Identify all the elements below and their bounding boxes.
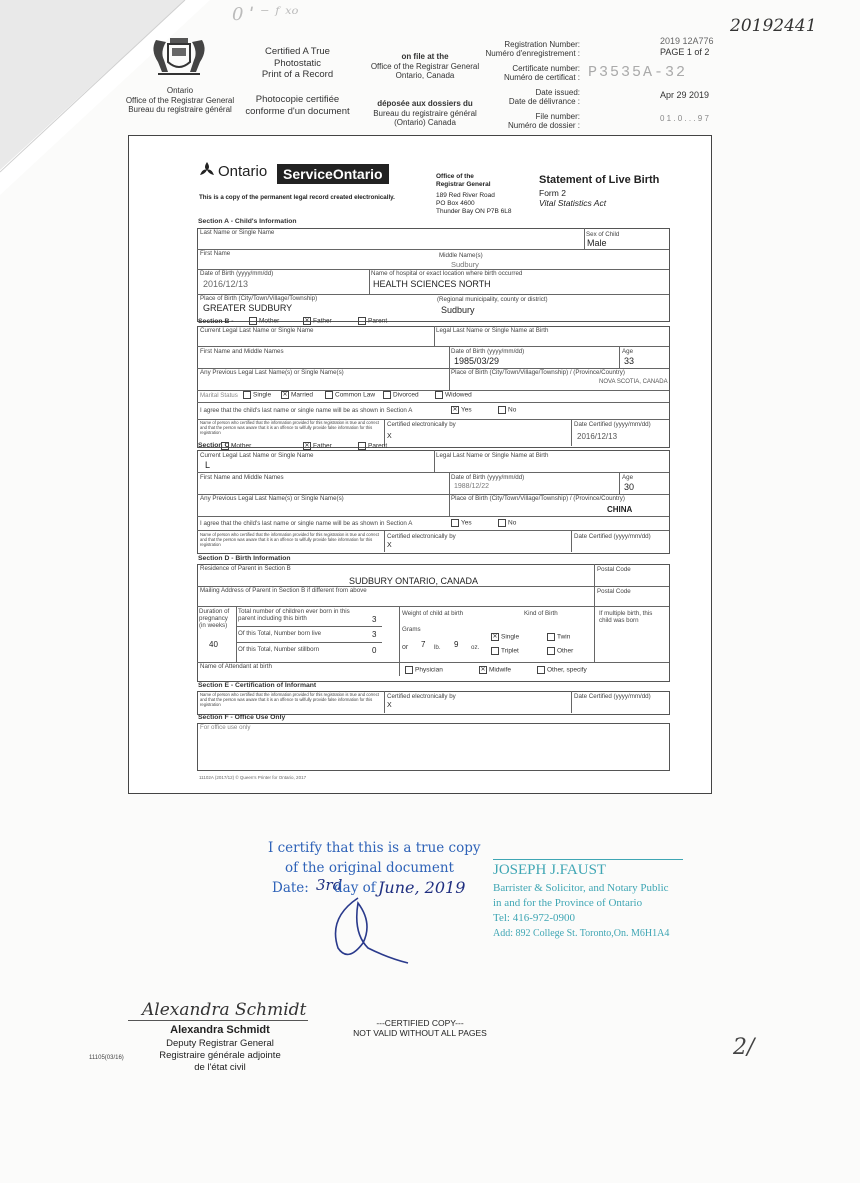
registrar-title-en: Deputy Registrar General bbox=[166, 1038, 274, 1049]
secb-age-value: 33 bbox=[624, 356, 635, 366]
divider bbox=[236, 626, 382, 627]
date-issued-label bbox=[470, 88, 580, 106]
divider bbox=[449, 472, 450, 516]
secb-cert-value: X bbox=[387, 433, 392, 440]
secb-pob-label: Place of Birth (City/Town/Village/Township) / (Province/Country) bbox=[451, 369, 625, 376]
secc-parent-label: Parent bbox=[368, 442, 388, 450]
secc-age-label: Age bbox=[622, 474, 634, 481]
certified-en-1: Certified A True bbox=[265, 46, 330, 57]
copy-note: This is a copy of the permanent legal record created electronically. bbox=[199, 194, 395, 201]
secb-date-cert-value: 2016/12/13 bbox=[577, 432, 618, 441]
corner-handwriting: 20192441 bbox=[730, 16, 817, 36]
section-f-box bbox=[197, 723, 670, 771]
marital-label: Marital Status bbox=[200, 392, 238, 399]
stillborn-label: Of this Total, Number stillborn bbox=[238, 646, 320, 653]
grams-label: Grams bbox=[402, 626, 421, 633]
secb-first-middle-label: First Name and Middle Names bbox=[200, 348, 284, 355]
section-f-title: Section F - Office Use Only bbox=[198, 714, 286, 721]
secb-birth-last-label: Legal Last Name or Single Name at Birth bbox=[436, 327, 549, 334]
marital-married-checkbox[interactable]: ✕ Married bbox=[282, 391, 314, 399]
sece-declaration: Name of person who certified that the information provided for this registration is true and correct and that the person was aware that it is an offence to wilfully provide false information for this registration bbox=[200, 692, 379, 707]
marital-widowed-checkbox[interactable] bbox=[435, 391, 472, 399]
secc-cert-value: X bbox=[387, 542, 392, 549]
divider bbox=[197, 516, 669, 517]
multiple-birth-label: If multiple birth, this child was born bbox=[599, 610, 653, 624]
kind-triplet-label: Triplet bbox=[501, 647, 519, 655]
office-use-note: For office use only bbox=[200, 724, 251, 731]
divider bbox=[434, 326, 435, 346]
marital-common-label: Common Law bbox=[335, 391, 376, 399]
mailing-label: Mailing Address of Parent in Section B if different from above bbox=[200, 587, 367, 594]
divider bbox=[197, 472, 669, 473]
ontario-crest-icon bbox=[148, 30, 210, 82]
secc-cur-last-value: L bbox=[205, 460, 211, 470]
divider bbox=[197, 249, 669, 250]
attendant-physician-label: Physician bbox=[415, 666, 443, 674]
address-line-1: 189 Red River Road bbox=[436, 192, 495, 199]
total-children-label: Total number of children ever born in this parent including this birth bbox=[238, 608, 350, 622]
sece-cert-value: X bbox=[387, 702, 392, 709]
reg-number-label bbox=[470, 40, 580, 58]
secb-dob-label: Date of Birth (yyyy/mm/dd) bbox=[451, 348, 525, 355]
kind-single-label: Single bbox=[501, 633, 520, 641]
first-name-label: First Name bbox=[200, 250, 231, 257]
secb-father-label: Father bbox=[313, 317, 332, 325]
secc-mother-label: Mother bbox=[231, 442, 252, 450]
secc-date-cert-label: Date Certified (yyyy/mm/dd) bbox=[574, 533, 651, 540]
stillborn-value: 0 bbox=[372, 646, 377, 655]
or-label: or bbox=[402, 644, 409, 651]
secb-cert-label: Certified electronically by bbox=[387, 421, 456, 428]
secb-agree-yes-checkbox[interactable]: ✕ Yes bbox=[452, 406, 472, 414]
section-e-title: Section E - Certification of Informant bbox=[198, 682, 317, 689]
address-line-3: Thunder Bay ON P7B 6L8 bbox=[436, 208, 512, 215]
secb-parent-checkbox[interactable] bbox=[358, 317, 387, 325]
kind-other-label: Other bbox=[557, 647, 574, 655]
secc-pob-label: Place of Birth (City/Town/Village/Township) / (Province/Country) bbox=[451, 495, 625, 502]
trillium-icon bbox=[197, 160, 217, 180]
notary-rule bbox=[493, 859, 683, 860]
divider bbox=[236, 642, 382, 643]
secc-yes-label: Yes bbox=[461, 519, 472, 527]
divider bbox=[571, 691, 572, 713]
divider bbox=[384, 691, 385, 713]
divider bbox=[434, 450, 435, 472]
registrar-title-fr: Registraire générale adjointe bbox=[159, 1050, 281, 1061]
section-c-title: Section C - bbox=[198, 442, 234, 449]
certified-en-block bbox=[235, 46, 360, 81]
file-number-label-fr: Numéro de dossier : bbox=[507, 121, 580, 130]
postal-label: Postal Code bbox=[597, 566, 631, 573]
pob-value: GREATER SUDBURY bbox=[203, 303, 293, 313]
address-block bbox=[436, 192, 512, 216]
marital-married-label: Married bbox=[291, 391, 314, 399]
file-number: 0 1 . 0 . . . 9 7 bbox=[660, 114, 709, 123]
secc-dob-label: Date of Birth (yyyy/mm/dd) bbox=[451, 474, 525, 481]
marital-single-checkbox[interactable] bbox=[243, 391, 271, 399]
handwritten-scribble: 0 ˈ ⁻ ᶠ ˣᵒ bbox=[232, 4, 299, 25]
certified-fr-block bbox=[235, 94, 360, 117]
notary-name: JOSEPH J.FAUST bbox=[493, 862, 607, 878]
not-valid-label: NOT VALID WITHOUT ALL PAGES bbox=[353, 1028, 487, 1038]
kind-twin-label: Twin bbox=[557, 633, 571, 641]
onfile-en-block bbox=[365, 52, 485, 81]
onfile-fr-3: (Ontario) Canada bbox=[394, 118, 456, 127]
kind-other-checkbox[interactable] bbox=[547, 647, 573, 655]
certify-date-label: Date: bbox=[272, 880, 309, 896]
weight-label: Weight of child at birth bbox=[402, 610, 464, 617]
divider bbox=[197, 346, 669, 347]
secb-parent-label: Parent bbox=[368, 317, 388, 325]
ontario-brand: Ontario bbox=[218, 163, 268, 180]
kind-triplet-checkbox[interactable] bbox=[491, 647, 519, 655]
attendant-label: Name of Attendant at birth bbox=[200, 663, 272, 670]
secc-birth-last-label: Legal Last Name or Single Name at Birth bbox=[436, 452, 549, 459]
secb-dob-value: 1985/03/29 bbox=[454, 356, 500, 366]
divider bbox=[197, 402, 669, 403]
office-fr: Bureau du registraire général bbox=[128, 105, 232, 114]
divider bbox=[584, 228, 585, 249]
marital-divorced-checkbox[interactable] bbox=[383, 391, 419, 399]
duration-label: Duration of pregnancy (in weeks) bbox=[199, 608, 230, 629]
notary-address: Add: 892 College St. Toronto,On. M6H1A4 bbox=[493, 928, 670, 939]
residence-value: SUDBURY ONTARIO, CANADA bbox=[349, 576, 479, 586]
secc-agree-no-checkbox[interactable] bbox=[498, 519, 516, 527]
oz-label: oz. bbox=[471, 644, 480, 651]
sex-label: Sex of Child bbox=[586, 231, 620, 238]
page-indicator: PAGE 1 of 2 bbox=[660, 47, 710, 57]
sex-value: Male bbox=[587, 238, 607, 248]
marital-divorced-label: Divorced bbox=[393, 391, 419, 399]
section-a-title: Section A - Child's Information bbox=[198, 218, 297, 225]
middle-name-value: Sudbury bbox=[451, 260, 479, 269]
office-en: Office of the Registrar General bbox=[125, 96, 235, 105]
statement-of-live-birth-form bbox=[128, 135, 712, 794]
office-line-1: Office of the bbox=[436, 173, 474, 180]
address-line-2: PO Box 4600 bbox=[436, 200, 475, 207]
divider bbox=[619, 472, 620, 494]
certify-day: 3rd bbox=[316, 876, 343, 894]
secb-yes-label: Yes bbox=[461, 406, 472, 414]
certify-day-of: day of bbox=[334, 880, 376, 896]
secc-no-label: No bbox=[508, 519, 517, 527]
section-d-title: Section D - Birth Information bbox=[198, 555, 291, 562]
secb-mother-label: Mother bbox=[259, 317, 280, 325]
hospital-value: HEALTH SCIENCES NORTH bbox=[373, 279, 491, 289]
file-number-label bbox=[470, 112, 580, 130]
registrar-title-fr-2: de l'état civil bbox=[194, 1062, 246, 1073]
region-value: Sudbury bbox=[441, 305, 475, 315]
lb-label: lb. bbox=[434, 644, 441, 651]
secb-father-checkbox[interactable]: ✕ Father bbox=[304, 317, 332, 325]
form-act: Vital Statistics Act bbox=[539, 198, 607, 208]
divider bbox=[571, 419, 572, 446]
weight-oz-value: 9 bbox=[454, 640, 459, 649]
secc-pob-value: CHINA bbox=[607, 505, 633, 514]
onfile-fr-2: Bureau du registraire général bbox=[373, 108, 477, 118]
secc-cur-last-label: Current Legal Last Name or Single Name bbox=[200, 452, 314, 459]
secb-pob-value: NOVA SCOTIA, CANADA bbox=[599, 379, 668, 385]
secc-father-checkbox[interactable]: ✕ Father bbox=[304, 442, 332, 450]
marital-common-checkbox[interactable] bbox=[325, 391, 375, 399]
reg-number-label-en: Registration Number: bbox=[504, 40, 580, 49]
secb-prev-label: Any Previous Legal Last Name(s) or Single Name(s) bbox=[200, 369, 344, 376]
onfile-en-3: Ontario, Canada bbox=[395, 71, 455, 80]
born-alive-value: 3 bbox=[372, 630, 377, 639]
dob-label: Date of Birth (yyyy/mm/dd) bbox=[200, 270, 274, 277]
pob-label: Place of Birth (City/Town/Village/Township) bbox=[200, 295, 318, 302]
divider bbox=[594, 606, 595, 662]
secc-declaration: Name of person who certified that the information provided for this registration is true and correct and that the person was aware that it is an offence to wilfully provide false information for this registration bbox=[200, 532, 379, 547]
divider bbox=[236, 606, 237, 662]
cert-number-label-fr: Numéro de certificat : bbox=[503, 73, 580, 82]
certified-fr-1: Photocopie certifiée bbox=[255, 94, 340, 105]
section-b-title: Section B - bbox=[198, 318, 234, 325]
secb-date-cert-label: Date Certified (yyyy/mm/dd) bbox=[574, 421, 651, 428]
divider bbox=[384, 530, 385, 552]
born-alive-label: Of this Total, Number born live bbox=[238, 630, 322, 637]
kind-twin-checkbox[interactable] bbox=[547, 633, 570, 641]
weight-lb-value: 7 bbox=[421, 640, 426, 649]
sece-cert-label: Certified electronically by bbox=[387, 693, 456, 700]
secc-agree-yes-checkbox[interactable] bbox=[451, 519, 472, 527]
certified-fr-2: conforme d'un document bbox=[245, 105, 350, 117]
attendant-midwife-label: Midwife bbox=[489, 666, 512, 674]
form-number: Form 2 bbox=[539, 188, 566, 198]
signature-line bbox=[128, 1020, 308, 1021]
secc-dob-value: 1988/12/22 bbox=[454, 483, 490, 490]
divider bbox=[619, 346, 620, 368]
certify-month-year: June, 2019 bbox=[378, 878, 466, 897]
secc-age-value: 30 bbox=[624, 482, 635, 492]
secb-agree-no-checkbox[interactable] bbox=[498, 406, 516, 414]
secc-cert-label: Certified electronically by bbox=[387, 533, 456, 540]
residence-label: Residence of Parent in Section B bbox=[200, 565, 291, 572]
cert-number-label bbox=[470, 64, 580, 82]
secb-cur-last-label: Current Legal Last Name or Single Name bbox=[200, 327, 314, 334]
divider bbox=[571, 530, 572, 552]
kind-label: Kind of Birth bbox=[524, 610, 558, 617]
certify-line-1: I certify that this is a true copy bbox=[268, 840, 481, 856]
certified-en-3: Print of a Record bbox=[261, 69, 334, 80]
reg-number: 2019 12A776 bbox=[660, 36, 714, 46]
certified-copy-label: ---CERTIFIED COPY--- bbox=[376, 1018, 464, 1028]
hospital-label: Name of hospital or exact location where birth occurred bbox=[371, 270, 523, 277]
page-handwriting: 2/ bbox=[733, 1035, 755, 1060]
secc-father-label: Father bbox=[313, 442, 332, 450]
onfile-en-1: on file at the bbox=[401, 52, 449, 61]
secb-mother-checkbox[interactable] bbox=[249, 317, 279, 325]
divider bbox=[197, 530, 669, 531]
form-title: Statement of Live Birth bbox=[539, 174, 660, 186]
certified-en-2: Photostatic bbox=[274, 57, 321, 69]
attendant-physician-checkbox[interactable] bbox=[405, 666, 443, 674]
divider bbox=[197, 606, 669, 607]
marital-single-label: Single bbox=[253, 391, 272, 399]
onfile-en-2: Office of the Registrar General bbox=[370, 61, 480, 71]
secc-prev-label: Any Previous Legal Last Name(s) or Single Name(s) bbox=[200, 495, 344, 502]
last-name-label: Last Name or Single Name bbox=[200, 229, 275, 236]
office-line-2: Registrar General bbox=[436, 181, 491, 188]
secb-age-label: Age bbox=[622, 348, 634, 355]
marital-widowed-label: Widowed bbox=[445, 391, 472, 399]
divider bbox=[594, 564, 595, 606]
registrar-signature: Alexandra Schmidt bbox=[142, 1000, 307, 1020]
middle-name-label: Middle Name(s) bbox=[439, 252, 483, 259]
divider bbox=[369, 269, 370, 294]
total-children-value: 3 bbox=[372, 615, 377, 624]
cert-number: P3535A-32 bbox=[588, 64, 688, 81]
registrar-name: Alexandra Schmidt bbox=[170, 1024, 270, 1036]
date-issued: Apr 29 2019 bbox=[660, 90, 710, 100]
attendant-midwife-checkbox[interactable]: ✕ Midwife bbox=[480, 666, 512, 674]
service-ontario-logo: ServiceOntario bbox=[277, 164, 389, 184]
file-number-label-en: File number: bbox=[535, 112, 580, 121]
secb-agree-label: I agree that the child's last name or single name will be as shown in Section A bbox=[200, 407, 413, 414]
notary-province: in and for the Province of Ontario bbox=[493, 897, 643, 909]
attendant-other-label: Other, specify bbox=[547, 666, 587, 674]
secc-parent-checkbox[interactable] bbox=[358, 442, 387, 450]
secc-first-middle-label: First Name and Middle Names bbox=[200, 474, 284, 481]
secc-agree-label: I agree that the child's last name or single name will be as shown in Section A bbox=[200, 520, 413, 527]
secc-mother-checkbox[interactable] bbox=[221, 442, 251, 450]
notary-signature bbox=[318, 890, 418, 970]
secb-no-label: No bbox=[508, 406, 517, 414]
date-issued-label-en: Date issued: bbox=[535, 88, 580, 97]
secb-declaration: Name of person who certified that the information provided for this registration is true and correct and that the person was aware that it is an offence to wilfully provide false information for this registration bbox=[200, 420, 379, 435]
province-label: Ontario bbox=[166, 86, 194, 95]
onfile-fr-1: déposée aux dossiers du bbox=[377, 99, 473, 108]
certify-line-2: of the original document bbox=[285, 860, 454, 876]
attendant-other-checkbox[interactable] bbox=[537, 666, 587, 674]
duration-value: 40 bbox=[209, 640, 218, 649]
cert-number-label-en: Certificate number: bbox=[512, 64, 580, 73]
date-issued-label-fr: Date de délivrance : bbox=[508, 97, 580, 106]
notary-title: Barrister & Solicitor, and Notary Public bbox=[493, 882, 669, 894]
office-block bbox=[436, 173, 491, 189]
divider bbox=[449, 346, 450, 390]
sece-date-cert-label: Date Certified (yyyy/mm/dd) bbox=[574, 693, 651, 700]
onfile-fr-block bbox=[365, 99, 485, 128]
notary-tel: Tel: 416-972-0900 bbox=[493, 912, 576, 924]
region-label: (Regional municipality, county or district) bbox=[437, 296, 548, 303]
form-code: 11105(03/16) bbox=[89, 1055, 124, 1061]
reg-number-label-fr: Numéro d'enregistrement : bbox=[485, 49, 580, 58]
divider bbox=[399, 606, 400, 676]
postal2-label: Postal Code bbox=[597, 588, 631, 595]
dob-value: 2016/12/13 bbox=[203, 279, 249, 289]
kind-single-checkbox[interactable]: ✕ Single bbox=[492, 633, 520, 641]
form-footer-code: 11102A (2017/12) © Queen's Printer for Ontario, 2017 bbox=[199, 775, 307, 780]
